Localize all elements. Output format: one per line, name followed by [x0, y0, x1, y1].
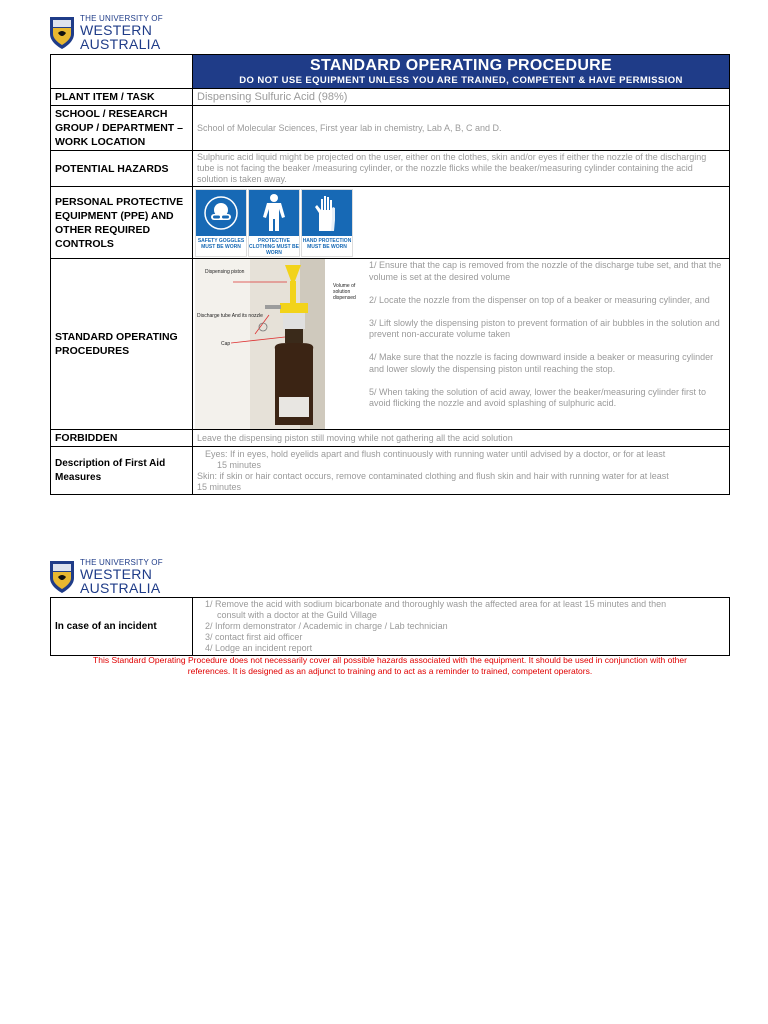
page-title: STANDARD OPERATING PROCEDURE — [309, 57, 613, 74]
sop-table — [50, 54, 730, 495]
label-volume: Volume of solution dispensed — [333, 283, 356, 301]
logo-line1: THE UNIVERSITY OF — [80, 14, 163, 23]
plant-label: PLANT ITEM / TASK — [51, 89, 193, 106]
ppe-sign-clothing — [248, 189, 300, 257]
sop-step: 1/ Ensure that the cap is removed from the nozzle of the discharge tube set, and that the volume is set at the desired volume — [369, 260, 722, 282]
ppe-sign-caption: SAFETY GOGGLES MUST BE WORN — [197, 238, 245, 250]
crest-icon — [49, 16, 75, 50]
header-cell — [193, 55, 730, 89]
first-aid-skin-cont: 15 minutes — [197, 481, 242, 492]
goggles-icon — [204, 196, 238, 230]
header-blank-cell — [51, 55, 193, 89]
hazards-label: POTENTIAL HAZARDS — [51, 151, 193, 187]
uwa-logo-2 — [49, 559, 163, 595]
logo-line3: AUSTRALIA — [80, 36, 161, 52]
wordmark — [80, 15, 163, 51]
disclaimer-line2: references. It is designed as an adjunct to training and to act as a reminder to trained, competent operators. — [187, 666, 593, 676]
ppe-signs-cell — [193, 187, 730, 259]
dispenser-illustration — [195, 259, 325, 429]
incident-line4: 4/ Lodge an incident report — [205, 643, 313, 653]
logo-line3: AUSTRALIA — [80, 580, 161, 596]
incident-value — [193, 598, 730, 656]
first-aid-skin: Skin: if skin or hair contact occurs, remove contaminated clothing and flush skin and hair with running water for at least — [197, 470, 669, 481]
sop-label: STANDARD OPERATING PROCEDURES — [51, 259, 193, 430]
incident-line2: 2/ Inform demonstrator / Academic in charge / Lab technician — [205, 621, 448, 631]
sop-step: 3/ Lift slowly the dispensing piston to prevent formation of air bubbles in the solution and prevent non-accurate volume taken — [369, 317, 720, 339]
crest-icon — [49, 560, 75, 594]
wordmark — [80, 559, 163, 595]
disclaimer-line1: This Standard Operating Procedure does not necessarily cover all possible hazards associated with the equipment. It should be used in conjunction with other — [93, 655, 687, 665]
page-subtitle: DO NOT USE EQUIPMENT UNLESS YOU ARE TRAINED, COMPETENT & HAVE PERMISSION — [239, 75, 683, 86]
first-aid-value — [193, 447, 730, 495]
ppe-sign-caption: HAND PROTECTION MUST BE WORN — [302, 238, 352, 250]
incident-line1-cont: consult with a doctor at the Guild Village — [217, 610, 377, 620]
incident-line3: 3/ contact first aid officer — [205, 632, 303, 642]
incident-label: In case of an incident — [51, 598, 193, 656]
label-cap: Cap — [221, 341, 231, 347]
first-aid-eyes-cont: 15 minutes — [217, 459, 262, 470]
glove-icon — [310, 193, 344, 233]
label-tube: Discharge tube And its nozzle — [197, 313, 263, 319]
school-value: School of Molecular Sciences, First year lab in chemistry, Lab A, B, C and D. — [193, 106, 730, 151]
label-piston-1: Dispensing piston — [205, 269, 245, 275]
forbidden-label: FORBIDDEN — [51, 430, 193, 447]
uwa-logo — [49, 15, 163, 51]
protective-clothing-icon — [257, 193, 291, 233]
logo-line2: WESTERN — [80, 566, 153, 582]
logo-line2: WESTERN — [80, 22, 153, 38]
first-aid-label: Description of First Aid Measures — [51, 447, 193, 495]
plant-value: Dispensing Sulfuric Acid (98%) — [193, 89, 730, 106]
forbidden-value: Leave the dispensing piston still moving while not gathering all the acid solution — [193, 430, 730, 447]
first-aid-eyes: Eyes: If in eyes, hold eyelids apart and flush continuously with running water until advised by a doctor, or for at least — [205, 448, 666, 459]
ppe-sign-caption: PROTECTIVE CLOTHING MUST BE WORN — [249, 238, 299, 256]
sop-step: 4/ Make sure that the nozzle is facing downward inside a beaker or measuring cylinder and lower slowly the dispensing piston until reaching the stop. — [369, 352, 714, 374]
sop-step: 5/ When taking the solution of acid away, lower the beaker/measuring cylinder first to avoid flicking the nozzle and avoid splashing of sulphuric acid. — [369, 386, 707, 408]
sop-steps — [325, 259, 729, 429]
dispenser-photo — [195, 259, 356, 429]
school-label: SCHOOL / RESEARCH GROUP / DEPARTMENT – WORK LOCATION — [51, 106, 193, 151]
hazards-value: Sulphuric acid liquid might be projected on the user, either on the clothes, skin and/or eyes if either the nozzle of the discharging tube is not facing the beaker /measuring cylinder, or the nozzle flicks while the beaker/measuring cylinder containing the acid solution is taken away. — [193, 151, 730, 187]
logo-line1: THE UNIVERSITY OF — [80, 558, 163, 567]
ppe-sign-goggles — [195, 189, 247, 257]
incident-line1: 1/ Remove the acid with sodium bicarbonate and thoroughly wash the affected area for at least 15 minutes and then — [205, 599, 667, 609]
sop-cell — [193, 259, 730, 430]
incident-table — [50, 597, 730, 656]
ppe-label: PERSONAL PROTECTIVE EQUIPMENT (PPE) AND OTHER REQUIRED CONTROLS — [51, 187, 193, 259]
disclaimer — [50, 655, 730, 677]
ppe-sign-gloves — [301, 189, 353, 257]
sop-step: 2/ Locate the nozzle from the dispenser on top of a beaker or measuring cylinder, and — [369, 294, 710, 305]
